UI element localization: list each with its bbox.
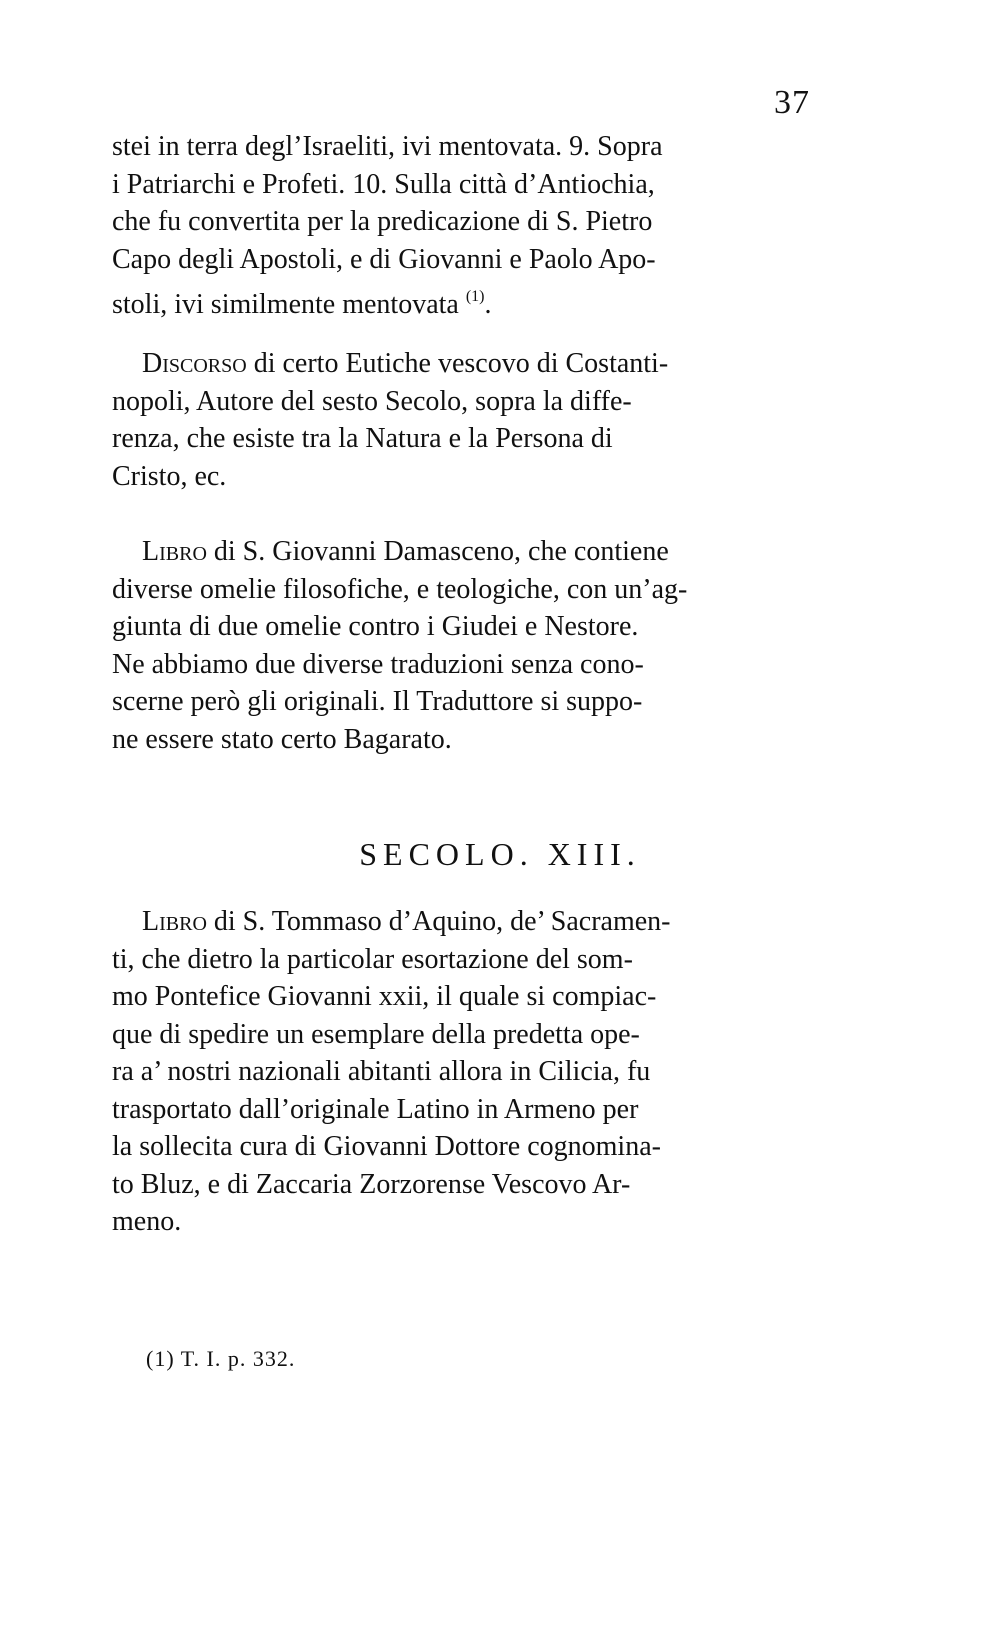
text-line-first	[112, 533, 812, 571]
text-line-last	[112, 278, 812, 320]
text-line: renza, che esiste tra la Natura e la Persona di	[112, 423, 613, 454]
footnote-reference: (1)	[465, 288, 485, 305]
paragraph-discorso	[112, 345, 812, 495]
text-line: nopoli, Autore del sesto Secolo, sopra la diffe-	[112, 385, 632, 417]
text-line: Cristo, ec.	[112, 460, 227, 492]
text-line: trasportato dall’originale Latino in Armeno per	[112, 1093, 639, 1125]
section-heading: SECOLO. XIII.	[359, 836, 641, 872]
paragraph-libro-damasceno	[112, 533, 812, 758]
text-line: ti, che dietro la particolar esortazione del som-	[112, 943, 633, 975]
lead-word: Discorso	[142, 348, 247, 379]
text-line: ne essere stato certo Bagarato.	[112, 723, 452, 755]
footnote: (1) T. I. p. 332.	[146, 1346, 296, 1371]
text-line: stoli, ivi similmente mentovata	[112, 289, 459, 320]
text-line-first	[112, 903, 812, 941]
text-line: Ne abbiamo due diverse traduzioni senza cono-	[112, 648, 644, 680]
lead-word: Libro	[142, 906, 207, 937]
text-line: mo Pontefice Giovanni xxii, il quale si compiac-	[112, 981, 657, 1012]
text-line: stei in terra degl’Israeliti, ivi mentovata. 9. Sopra	[112, 131, 663, 162]
lead-word: Libro	[142, 536, 207, 567]
text-line: diverse omelie filosofiche, e teologiche, con un’ag-	[112, 573, 688, 605]
text-line: la sollecita cura di Giovanni Dottore cognomina-	[112, 1131, 661, 1162]
end-punctuation: .	[484, 289, 492, 320]
paragraph-libro-tommaso	[112, 903, 812, 1241]
text-line: di S. Giovanni Damasceno, che contiene	[206, 536, 669, 567]
text-line: que di spedire un esemplare della predetta ope-	[112, 1018, 640, 1050]
page-number: 37	[774, 84, 810, 121]
text-line: scerne però gli originali. Il Traduttore si suppo-	[112, 686, 643, 717]
text-line: giunta di due omelie contro i Giudei e Nestore.	[112, 611, 639, 642]
text-line: ra a’ nostri nazionali abitanti allora in Cilicia, fu	[112, 1056, 651, 1087]
text-line: Capo degli Apostoli, e di Giovanni e Paolo Apo-	[112, 243, 656, 275]
text-line: i Patriarchi e Profeti. 10. Sulla città d’Antiochia,	[112, 168, 655, 200]
text-line: meno.	[112, 1206, 182, 1237]
paragraph-continuation	[112, 128, 812, 320]
text-line: che fu convertita per la predicazione di S. Pietro	[112, 206, 653, 237]
text-line: di certo Eutiche vescovo di Costanti-	[246, 348, 669, 379]
text-line: di S. Tommaso d’Aquino, de’ Sacramen-	[206, 906, 671, 937]
text-line-first	[112, 345, 812, 383]
text-line: to Bluz, e di Zaccaria Zorzorense Vescovo Ar-	[112, 1168, 631, 1200]
